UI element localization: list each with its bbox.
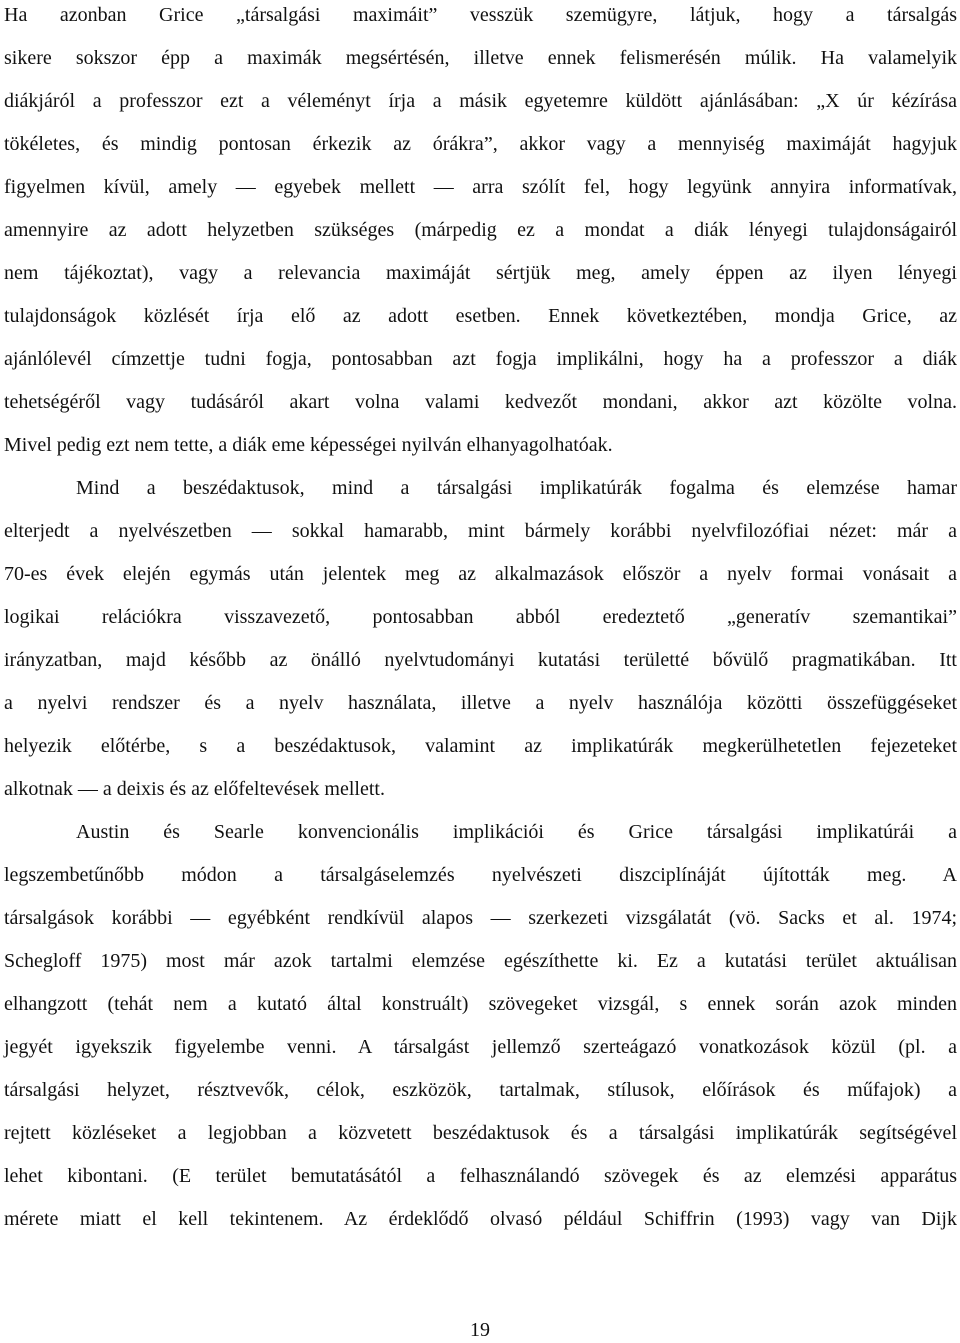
text-line: jegyét igyekszik figyelembe venni. A társalgást jellemző szerteágazó vonatkozások közül (pl. a [4, 1036, 957, 1058]
text-line: Mind a beszédaktusok, mind a társalgási implikatúrák fogalma és elemzése hamar [76, 477, 957, 499]
text-line: társalgási helyzet, résztvevők, célok, eszközök, tartalmak, stílusok, előírások és műfajok) a [4, 1079, 957, 1101]
text-line: legszembetűnőbb módon a társalgáselemzés nyelvészeti diszciplínáját újították meg. A [4, 864, 957, 886]
text-line: elhangzott (tehát nem a kutató által konstruált) szövegeket vizsgál, s ennek során azok minden [4, 993, 957, 1015]
text-line: mérete miatt el kell tekintenem. Az érdeklődő olvasó például Schiffrin (1993) vagy van Dijk [4, 1208, 957, 1230]
text-line: a nyelvi rendszer és a nyelv használata, illetve a nyelv használója közötti összefüggéseket [4, 692, 957, 714]
text-line: tökéletes, és mindig pontosan érkezik az órákra”, akkor vagy a mennyiség maximáját hagyjuk [4, 133, 957, 155]
text-line: tulajdonságok közlését írja elő az adott esetben. Ennek következtében, mondja Grice, az [4, 305, 957, 327]
text-line: lehet kibontani. (E terület bemutatásától a felhasználandó szövegek és az elemzési apparátus [4, 1165, 957, 1187]
text-line: diákjáról a professzor ezt a véleményt írja a másik egyetemre küldött ajánlásában: „X úr kézírása [4, 90, 957, 112]
text-line: Schegloff 1975) most már azok tartalmi elemzése egészíthette ki. Ez a kutatási terület aktuálisan [4, 950, 957, 972]
text-line: Ha azonban Grice „társalgási maximáit” vesszük szemügyre, látjuk, hogy a társalgás [4, 4, 957, 26]
text-line: irányzatban, majd később az önálló nyelvtudományi kutatási területté bővülő pragmatikában. Itt [4, 649, 957, 671]
text-line: tehetségéről vagy tudásáról akart volna valami kedvezőt mondani, akkor azt közölte volna. [4, 391, 957, 413]
text-line: 70-es évek elején egymás után jelentek meg az alkalmazások először a nyelv formai vonásait a [4, 563, 957, 585]
text-line: alkotnak — a deixis és az előfeltevések mellett. [4, 778, 385, 800]
text-line: rejtett közléseket a legjobban a közvetett beszédaktusok és a társalgási implikatúrák segítségével [4, 1122, 957, 1144]
text-line: figyelmen kívül, amely — egyebek mellett — arra szólít fel, hogy legyünk annyira informatívak, [4, 176, 957, 198]
text-line: logikai relációkra visszavezető, pontosabban abból eredeztető „generatív szemantikai” [4, 606, 957, 628]
text-line: Mivel pedig ezt nem tette, a diák eme képességei nyilván elhanyagolhatóak. [4, 434, 613, 456]
text-line: amennyire az adott helyzetben szükséges (márpedig ez a mondat a diák lényegi tulajdonságairól [4, 219, 957, 241]
text-line: Austin és Searle konvencionális implikációi és Grice társalgási implikatúrái a [76, 821, 957, 843]
text-line: nem tájékoztat), vagy a relevancia maximáját sértjük meg, amely éppen az ilyen lényegi [4, 262, 957, 284]
text-line: társalgások korábbi — egyébként rendkívül alapos — szerkezeti vizsgálatát (vö. Sacks et al. 1974; [4, 907, 957, 929]
page-number: 19 [470, 1319, 490, 1341]
text-line: sikere sokszor épp a maximák megsértésén, illetve ennek felismerésén múlik. Ha valamelyik [4, 47, 957, 69]
text-line: helyezik előtérbe, s a beszédaktusok, valamint az implikatúrák megkerülhetetlen fejezeteket [4, 735, 957, 757]
text-line: elterjedt a nyelvészetben — sokkal hamarabb, mint bármely korábbi nyelvfilozófiai nézet: már a [4, 520, 957, 542]
text-line: ajánlólevél címzettje tudni fogja, pontosabban azt fogja implikálni, hogy ha a professzor a diák [4, 348, 957, 370]
